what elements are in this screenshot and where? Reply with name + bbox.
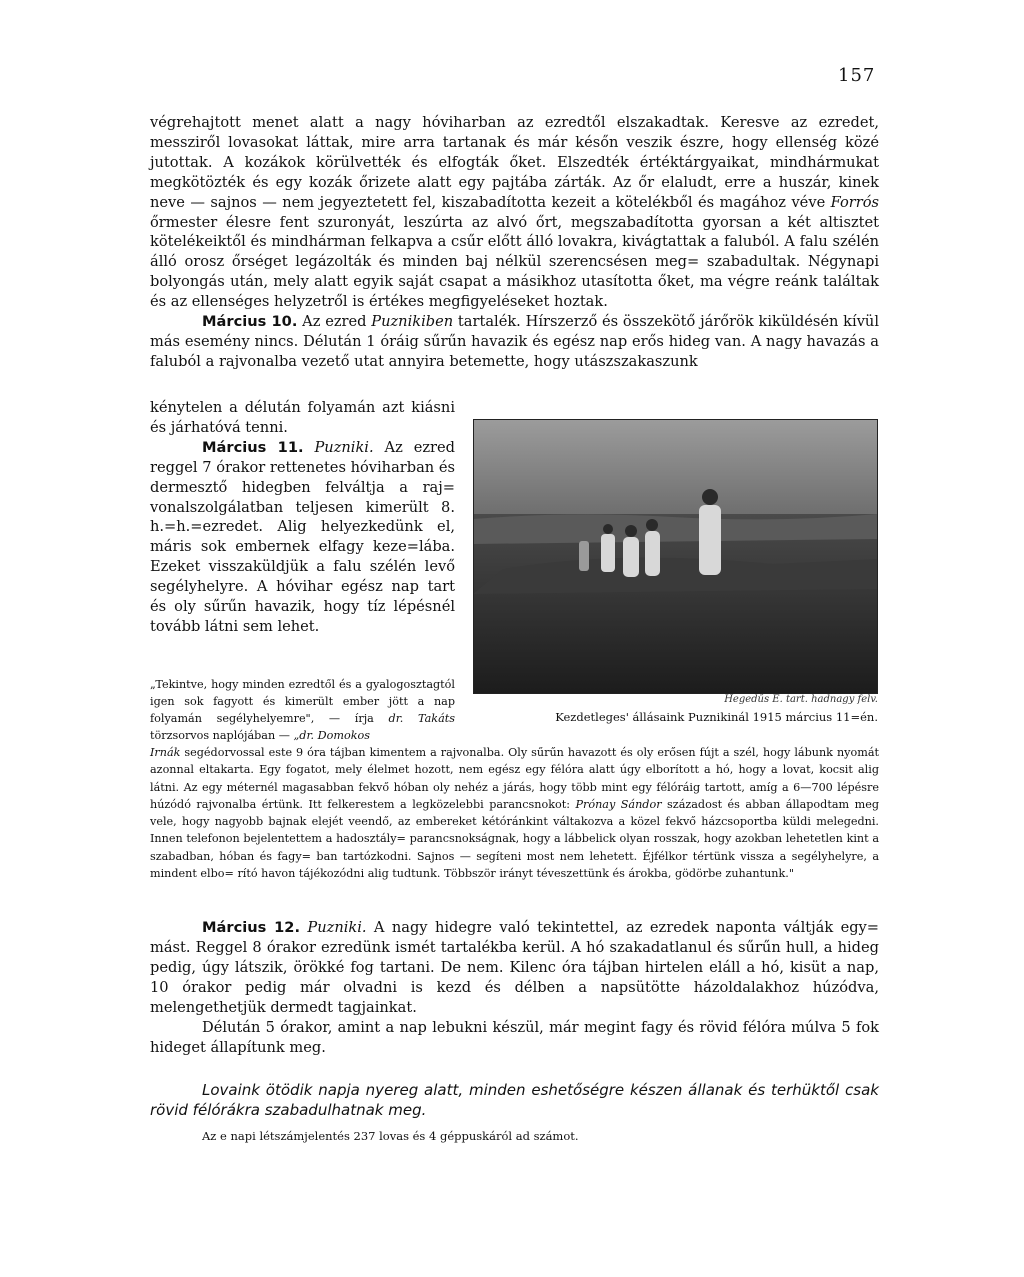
quote-wrap-part: „Tekintve, hogy minden ezredtől és a gyalogosztagtól igen sok fagyott és kimerült ember jött a nap folyamán segélyhelyemre", — írja dr. Takáts törzsorvos naplójában — „dr. Domokos bbox=[150, 678, 455, 742]
wrap-text-march-11: kénytelen a délután folyamán azt kiásni és járhatóvá tenni. Március 11. Puzniki. Az ezred reggel 7 órakor rettenetes hóviharban és dermesztő hidegben felváltja a raj= vonalszolgálatban teljesen kimerült 8. h.=h.=ezredet. Alig helyezkedünk el, máris sok embernek elfagy keze=lába. Ezeket visszaküldjük a falu szélén levő segélyhelyre. A hóvihar egész nap tart és oly sűrűn havazik, hogy tíz lépésnél tovább látni sem lehet. bbox=[150, 399, 455, 635]
paragraph-march-12: Március 12. Puzniki. A nagy hidegre való tekintettel, az ezredek naponta váltják egy= mást. Reggel 8 órakor ezredünk ismét tartalékba kerül. A hó szakadatlanul és sűrűn hull, a hideg pedig, úgy látszik, örökké fog tartani. De nem. Kilenc óra tájban hirtelen eláll a hó, kisüt a nap, 10 órakor pedig már olvadni is kezd és délben a napsütötte házoldalakhoz húzódva, melengethetjük dermedt tagjainkat. bbox=[150, 919, 880, 1016]
page-number: 157 bbox=[838, 65, 876, 86]
paragraph-afternoon: Délután 5 órakor, amint a nap lebukni készül, már megint fagy és rövid félóra múlva 5 fok hideget állapítunk meg. bbox=[150, 1019, 879, 1056]
closing-paragraph: Lovaink ötödik napja nyereg alatt, minden eshetőségre készen állanak és terhüktől csak rövid félórákra szabadulhatnak meg. bbox=[150, 1081, 879, 1119]
name-irnak: Irnák bbox=[150, 746, 181, 759]
name-forros: Forrós bbox=[830, 193, 879, 211]
photo-image bbox=[473, 419, 878, 694]
main-text-top bbox=[150, 113, 879, 372]
name-takats: Takáts bbox=[418, 712, 455, 725]
place-puznikiben: Puznikiben bbox=[371, 313, 454, 331]
paragraph-march-10: Március 10. Az ezred Puznikiben tartalék. Hírszerző és összekötő járőrök kiküldésén kívül más esemény nincs. Délután 1 óráig sűrűn havazik és egész nap erős hideg van. A nagy havazás a faluból a rajvonalba vezető utat annyira betemette, hogy utászszakaszunk bbox=[150, 313, 880, 370]
footnote: Az e napi létszámjelentés 237 lovas és 4 géppuskáról ad számot. bbox=[202, 1129, 579, 1143]
name-pronay: Prónay Sándor bbox=[575, 797, 662, 811]
place-puzniki: Puzniki. bbox=[314, 438, 374, 456]
photo-trenches-puzniki bbox=[473, 419, 878, 694]
paragraph-captured-hussars: végrehajtott menet alatt a nagy hóviharban az ezredtől elszakadtak. Keresve az ezredet, messziről lovasokat láttak, mire arra tartanak és már későn veszik észre, hogy ellenség közé jutottak. A kozákok körülvették és elfogták őket. Elszedték értéktárgyaikat, mindhármukat megkötözték és egy kozák őrizete alatt egy pajtába zárták. Az őr elaludt, erre a huszár, kinek neve — sajnos — nem jegyeztetett fel, kiszabadította kezeit a kötelékből és magához véve Forrós őrmester élesre fent szuronyát, leszúrta az alvó őrt, megszabadította gyorsan a két altisztet kötelékeiktől és mindhárman felkapva a csűr előtt álló lovakra, kivágtattak a faluból. A falu szélén álló orosz őrséget legázolták és minden baj nélkül szerencsésen meg= szabadultak. Négynapi bolyongás után, mely alatt egyik saját csapat a másikhoz utasította őket, ma végre reánk találtak és az ellenséges helyzetről is értékes megfigyeléseket hoztak. bbox=[150, 114, 879, 311]
photo-caption: Kezdetleges' állásaink Puznikinál 1915 március 11=én. bbox=[555, 710, 878, 724]
date-march-10: Március 10. bbox=[202, 313, 298, 331]
quote-full-part: Irnák segédorvossal este 9 óra tájban kimentem a rajvonalba. Oly sűrűn havazott és oly erősen fújt a szél, hogy lábunk nyomát azonnal eltakarta. Egy fogatot, mely élelmet hozott, nem egész egy félóra alatt úgy elborított a hó, hogy a lovat, kocsit alig látni. Az egy méternél magasabban fekvő hóban oly nehéz a járás, hogy több mint egy félóráig tartott, amíg a 6—700 lépésre húzódó rajvonalba értünk. Itt felkerestem a legközelebbi parancsnokot: Prónay Sándor századost és abban állapodtam meg vele, hogy nagyobb bajnak elejét veendő, az embereket kétóránkint váltakozva a közel fekvő házcsoportba küldi melegedni. Innen telefonon bejelentettem a hadosztály= parancsnokságnak, hogy a lábbelick olyan rosszak, hogy azokban lehetetlen kint a szabadban, hóban és fagy= ban tartózkodni. Sajnos — segíteni most nem lehetett. Éjfélkor tértünk vissza a segélyhelyre, a mindent elbo= rító havon tájékozódni alig tudtunk. Többször irányt téveszettünk és árokba, gödörbe zuhantunk." bbox=[150, 746, 879, 881]
photo-credit: Hegedűs E. tart. hadnagy felv. bbox=[724, 694, 878, 705]
lower-text bbox=[150, 918, 879, 1058]
date-march-12: Március 12. bbox=[202, 919, 300, 936]
date-march-11: Március 11. bbox=[202, 438, 304, 456]
place-puzniki-12: Puzniki. bbox=[307, 919, 367, 936]
